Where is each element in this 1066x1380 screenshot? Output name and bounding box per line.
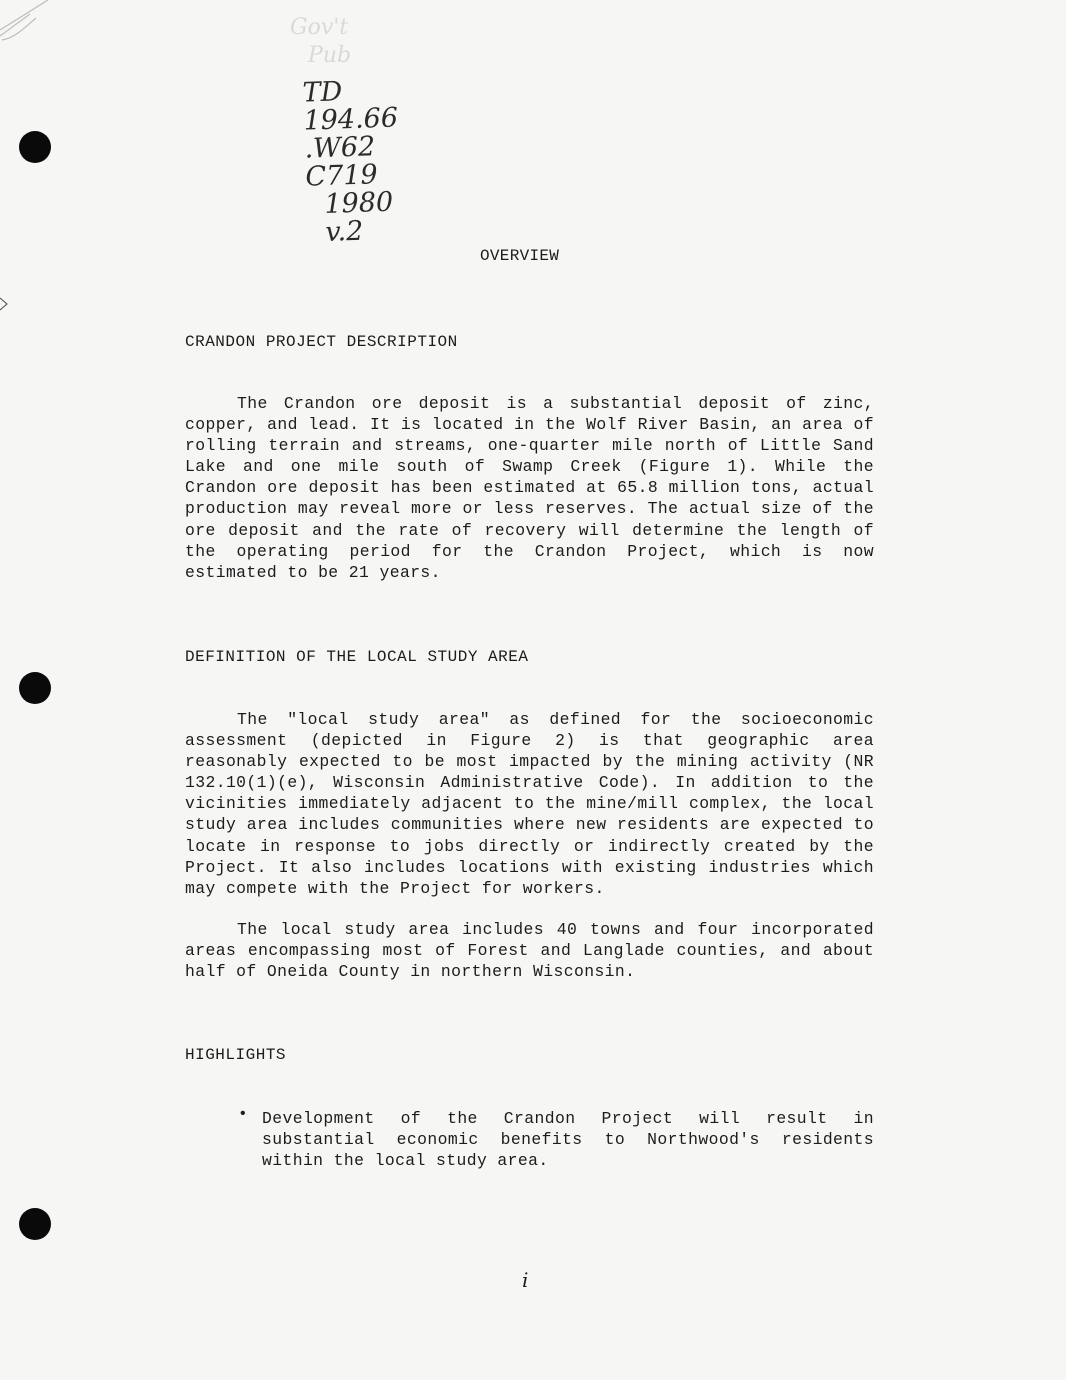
bullet-marker: •	[238, 1105, 248, 1123]
highlight-bullet-text: Development of the Crandon Project will result in substantial economic benefits to Northwood's residents within the local study area.	[262, 1109, 874, 1171]
page-title: OVERVIEW	[480, 247, 560, 265]
binder-hole-middle	[19, 672, 51, 704]
folded-corner-mark	[0, 0, 60, 50]
binder-hole-top	[19, 131, 51, 163]
section-heading-local-study-area: DEFINITION OF THE LOCAL STUDY AREA	[185, 648, 529, 666]
handwritten-call-number: TD 194.66 .W62 C719 1980 v.2	[302, 76, 399, 248]
page-number: i	[522, 1268, 529, 1292]
paragraph-local-study-area-definition: The "local study area" as defined for the socioeconomic assessment (depicted in Figure 2) is that geographic area reasonably expected to be most impacted by the mining activity (NR 132.10(1)(e), Wisconsin Administrative Code). In addition to the vicinities immediately adjacent to the mine/mill complex, the local study area includes communities where new residents are expected to locate in response to jobs directly or indirectly created by the Project. It also includes locations with existing industries which may compete with the Project for workers.	[185, 710, 874, 898]
binder-hole-bottom	[19, 1208, 51, 1240]
paragraph-project-description: The Crandon ore deposit is a substantial deposit of zinc, copper, and lead. It is located in the Wolf River Basin, an area of rolling terrain and streams, one-quarter mile north of Little Sand Lake and one mile south of Swamp Creek (Figure 1). While the Crandon ore deposit has been estimated at 65.8 million tons, actual production may reveal more or less reserves. The actual size of the ore deposit and the rate of recovery will determine the length of the operating period for the Crandon Project, which is now estimated to be 21 years.	[185, 394, 874, 582]
section-heading-highlights: HIGHLIGHTS	[185, 1046, 287, 1064]
edge-tick-mark	[0, 296, 10, 312]
paragraph-local-study-area-extent: The local study area includes 40 towns and four incorporated areas encompassing most of Forest and Langlade counties, and about half of Oneida County in northern Wisconsin.	[185, 920, 874, 982]
faint-library-stamp: Gov't Pub	[290, 15, 352, 68]
section-heading-project-description: CRANDON PROJECT DESCRIPTION	[185, 333, 458, 351]
